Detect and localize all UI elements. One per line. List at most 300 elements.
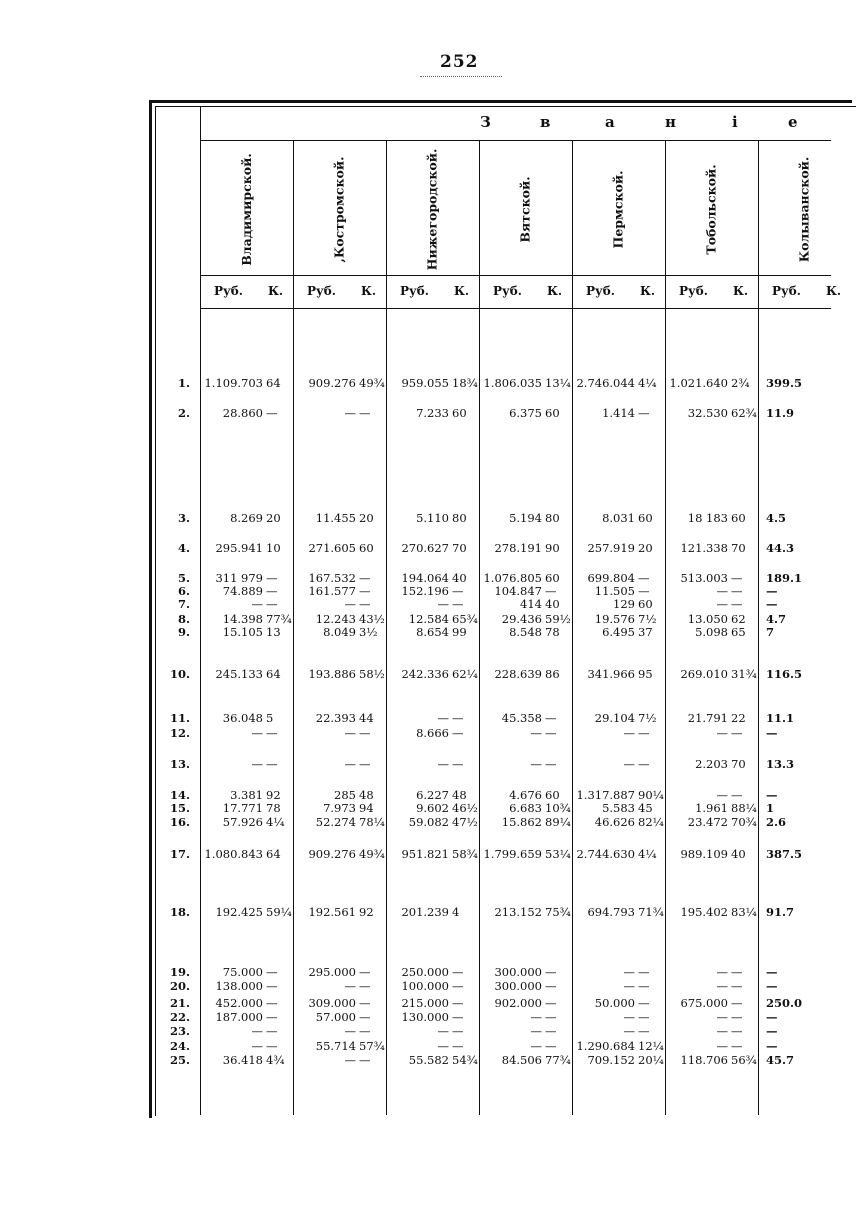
cell-kopecks: 49¾ (359, 376, 385, 390)
page-number: 252 (440, 52, 479, 72)
cell-rubles: 104.847 (494, 584, 542, 598)
cell-rubles: 192.425 (215, 905, 263, 919)
cell-kopecks: — (452, 597, 464, 611)
cell-kopecks: — (545, 726, 557, 740)
row-number: 1. (177, 376, 190, 390)
cell-kopecks: 46½ (452, 801, 478, 815)
cell-rubles: 18 183 (687, 511, 728, 525)
cell-kopecks: — (452, 711, 464, 725)
cell-kopecks: — (731, 597, 743, 611)
cell-kopecks: 44 (359, 711, 374, 725)
unit-kop: К. (454, 284, 470, 298)
cell-rubles: 295.000 (308, 965, 356, 979)
cell-rubles: 59.082 (408, 815, 449, 829)
cell-kopecks: — (359, 571, 371, 585)
cell-kopecks: — (266, 1039, 278, 1053)
cell-kopecks: — (452, 584, 464, 598)
cell-kopecks: — (731, 979, 743, 993)
cell-kopecks: 99 (452, 625, 467, 639)
cell-kopecks: 92 (266, 788, 281, 802)
cell-kopecks: 7½ (638, 711, 657, 725)
cell-kopecks: 71¾ (638, 905, 664, 919)
column-rule (758, 140, 759, 1115)
cell-rubles: 6.375 (509, 406, 542, 420)
cell-kopecks: — (638, 979, 650, 993)
row-number: 14. (169, 788, 190, 802)
cell-rubles: 121.338 (680, 541, 728, 555)
cell-rubles: — (716, 584, 728, 598)
cell-kopecks: 10 (266, 541, 281, 555)
header-rule (200, 275, 831, 276)
cell-rubles: 909.276 (308, 376, 356, 390)
cell-kopecks: — (638, 757, 650, 771)
cell-rubles: 8.031 (602, 511, 635, 525)
cell-rubles: 3.381 (230, 788, 263, 802)
cell-rubles: 989.109 (680, 847, 728, 861)
cell-rubles: — (623, 726, 635, 740)
cell-kopecks: 59½ (545, 612, 571, 626)
cell-kopecks: 80 (452, 511, 467, 525)
cell-rubles: 1.317.887 (576, 788, 635, 802)
row-number: 23. (169, 1024, 190, 1038)
cell-kopecks: — (452, 726, 464, 740)
cell-rubles: 23.472 (687, 815, 728, 829)
unit-rub: Руб. (493, 284, 522, 298)
row-number: 5. (177, 571, 190, 585)
cell-kopecks: 58¾ (452, 847, 478, 861)
cell-kopecks: 90 (545, 541, 560, 555)
cell-rubles: 46.626 (594, 815, 635, 829)
cell-rubles: 7.233 (416, 406, 449, 420)
cell-kopecks: — (266, 1010, 278, 1024)
cell-rubles: — (530, 1010, 542, 1024)
cell-rubles: — (623, 965, 635, 979)
cell-rubles: — (251, 1039, 263, 1053)
cell-kopecks: 90¼ (638, 788, 664, 802)
cell-rubles: — (623, 1024, 635, 1038)
cell-rubles: 36.418 (222, 1053, 263, 1067)
cell-rubles: — (766, 1010, 778, 1024)
cell-rubles: 8.666 (416, 726, 449, 740)
cell-kopecks: — (545, 757, 557, 771)
cell-rubles: 45.7 (766, 1053, 795, 1067)
cell-rubles: 1.076.805 (483, 571, 542, 585)
page-number-rule (420, 76, 502, 77)
cell-rubles: 84.506 (501, 1053, 542, 1067)
row-number: 4. (177, 541, 190, 555)
cell-rubles: 9.602 (416, 801, 449, 815)
cell-rubles: 215.000 (401, 996, 449, 1010)
cell-rubles: 12.243 (315, 612, 356, 626)
cell-rubles: — (530, 1039, 542, 1053)
cell-kopecks: 48 (359, 788, 374, 802)
cell-rubles: — (251, 1024, 263, 1038)
cell-rubles: 12.584 (408, 612, 449, 626)
column-header (665, 143, 757, 275)
row-number: 9. (177, 625, 190, 639)
cell-rubles: 694.793 (587, 905, 635, 919)
cell-rubles: 6.495 (602, 625, 635, 639)
cell-rubles: 19.576 (594, 612, 635, 626)
cell-rubles: 1.021.640 (669, 376, 728, 390)
row-number: 6. (177, 584, 190, 598)
cell-rubles: 2.6 (766, 815, 787, 829)
cell-kopecks: 62¾ (731, 406, 757, 420)
cell-kopecks: 18¾ (452, 376, 478, 390)
cell-kopecks: 31¾ (731, 667, 757, 681)
cell-rubles: — (344, 726, 356, 740)
cell-rubles: — (766, 788, 778, 802)
cell-kopecks: — (545, 584, 557, 598)
column-header (200, 143, 292, 275)
cell-kopecks: 78 (266, 801, 281, 815)
title-letter: в (540, 113, 551, 131)
cell-rubles: 32.530 (687, 406, 728, 420)
cell-kopecks: 20 (359, 511, 374, 525)
cell-kopecks: 4¼ (266, 815, 285, 829)
cell-kopecks: 40 (452, 571, 467, 585)
cell-rubles: 52.274 (315, 815, 356, 829)
unit-kop: К. (640, 284, 656, 298)
cell-rubles: 8.269 (230, 511, 263, 525)
row-number: 15. (169, 801, 190, 815)
cell-rubles: 167.532 (308, 571, 356, 585)
cell-kopecks: — (545, 996, 557, 1010)
cell-kopecks: 70 (731, 541, 746, 555)
cell-rubles: — (437, 711, 449, 725)
unit-kop: К. (826, 284, 842, 298)
cell-kopecks: 3½ (359, 625, 378, 639)
cell-rubles: — (716, 1024, 728, 1038)
cell-kopecks: 70 (731, 757, 746, 771)
cell-kopecks: — (359, 996, 371, 1010)
cell-kopecks: 59¼ (266, 905, 292, 919)
cell-kopecks: — (452, 965, 464, 979)
cell-kopecks: 88¼ (731, 801, 757, 815)
cell-rubles: 1.799.659 (483, 847, 542, 861)
cell-kopecks: 60 (452, 406, 467, 420)
column-rule (665, 140, 666, 1115)
unit-rub: Руб. (400, 284, 429, 298)
cell-kopecks: — (266, 597, 278, 611)
cell-rubles: — (437, 597, 449, 611)
row-number: 12. (169, 726, 190, 740)
cell-rubles: 300.000 (494, 979, 542, 993)
column-header (479, 143, 571, 275)
cell-rubles: 7 (766, 625, 775, 639)
cell-rubles: 250.0 (766, 996, 803, 1010)
unit-rub: Руб. (586, 284, 615, 298)
cell-kopecks: — (731, 996, 743, 1010)
cell-rubles: — (766, 726, 778, 740)
cell-kopecks: 78¼ (359, 815, 385, 829)
cell-kopecks: — (731, 726, 743, 740)
title-letter: н (665, 113, 676, 131)
cell-rubles: 57.000 (315, 1010, 356, 1024)
cell-rubles: 4.7 (766, 612, 787, 626)
cell-kopecks: 60 (545, 571, 560, 585)
cell-rubles: 5.110 (416, 511, 449, 525)
cell-rubles: — (766, 979, 778, 993)
cell-kopecks: — (638, 726, 650, 740)
cell-kopecks: 4¾ (266, 1053, 285, 1067)
row-number: 2. (177, 406, 190, 420)
cell-kopecks: — (545, 1039, 557, 1053)
cell-rubles: 28.860 (222, 406, 263, 420)
cell-kopecks: — (638, 584, 650, 598)
column-header (386, 143, 478, 275)
cell-kopecks: — (359, 979, 371, 993)
cell-rubles: — (766, 1039, 778, 1053)
cell-kopecks: — (452, 996, 464, 1010)
column-rule (386, 140, 387, 1115)
cell-kopecks: 40 (731, 847, 746, 861)
cell-kopecks: — (359, 597, 371, 611)
cell-kopecks: 60 (359, 541, 374, 555)
cell-rubles: 22.393 (315, 711, 356, 725)
cell-rubles: 1.806.035 (483, 376, 542, 390)
cell-kopecks: 82¼ (638, 815, 664, 829)
cell-kopecks: 77¾ (266, 612, 292, 626)
cell-rubles: — (344, 979, 356, 993)
cell-kopecks: — (545, 711, 557, 725)
cell-rubles: — (344, 1053, 356, 1067)
unit-kop: К. (361, 284, 377, 298)
row-number: 24. (169, 1039, 190, 1053)
cell-rubles: 242.336 (401, 667, 449, 681)
cell-rubles: 14.398 (222, 612, 263, 626)
cell-rubles: 11.9 (766, 406, 795, 420)
row-number: 11. (169, 711, 190, 725)
cell-rubles: — (716, 1010, 728, 1024)
cell-rubles: 194.064 (401, 571, 449, 585)
cell-rubles: 959.055 (401, 376, 449, 390)
cell-kopecks: — (266, 584, 278, 598)
cell-kopecks: 54¾ (452, 1053, 478, 1067)
cell-kopecks: — (731, 1010, 743, 1024)
cell-rubles: 2.744.630 (576, 847, 635, 861)
cell-rubles: 8.654 (416, 625, 449, 639)
row-number: 17. (169, 847, 190, 861)
cell-rubles: 709.152 (587, 1053, 635, 1067)
cell-kopecks: — (266, 965, 278, 979)
cell-kopecks: 4 (452, 905, 460, 919)
cell-rubles: 161.577 (308, 584, 356, 598)
cell-rubles: 201.239 (401, 905, 449, 919)
cell-rubles: — (344, 406, 356, 420)
cell-kopecks: — (545, 1010, 557, 1024)
cell-rubles: — (716, 726, 728, 740)
cell-kopecks: 4¼ (638, 847, 657, 861)
cell-kopecks: 58½ (359, 667, 385, 681)
cell-rubles: 4.676 (509, 788, 542, 802)
cell-kopecks: 70 (452, 541, 467, 555)
row-number: 8. (177, 612, 190, 626)
cell-rubles: 17.771 (222, 801, 263, 815)
cell-kopecks: 60 (638, 511, 653, 525)
cell-kopecks: — (638, 406, 650, 420)
cell-kopecks: 92 (359, 905, 374, 919)
cell-rubles: — (344, 597, 356, 611)
column-header-label: Пермской. (610, 170, 626, 248)
cell-kopecks: — (359, 965, 371, 979)
cell-rubles: — (766, 597, 778, 611)
cell-rubles: 909.276 (308, 847, 356, 861)
cell-rubles: 902.000 (494, 996, 542, 1010)
column-header-label: Нижегородской. (424, 148, 440, 270)
cell-kopecks: 70¾ (731, 815, 757, 829)
cell-kopecks: 49¾ (359, 847, 385, 861)
cell-rubles: 55.714 (315, 1039, 356, 1053)
cell-rubles: 1.961 (695, 801, 728, 815)
column-header-label: Колыванской. (796, 156, 812, 262)
column-rule (293, 140, 294, 1115)
cell-rubles: 13.3 (766, 757, 795, 771)
cell-kopecks: 62 (731, 612, 746, 626)
cell-rubles: 11.455 (315, 511, 356, 525)
cell-kopecks: 56¾ (731, 1053, 757, 1067)
cell-rubles: 1.414 (602, 406, 635, 420)
cell-rubles: 1.080.843 (204, 847, 263, 861)
cell-rubles: 228.639 (494, 667, 542, 681)
cell-rubles: 129 (613, 597, 635, 611)
cell-rubles: 55.582 (408, 1053, 449, 1067)
cell-rubles: 21.791 (687, 711, 728, 725)
cell-kopecks: — (266, 726, 278, 740)
cell-kopecks: 13¼ (545, 376, 571, 390)
cell-rubles: — (623, 1010, 635, 1024)
row-number: 7. (177, 597, 190, 611)
cell-kopecks: 60 (545, 788, 560, 802)
cell-rubles: 309.000 (308, 996, 356, 1010)
cell-rubles: 50.000 (594, 996, 635, 1010)
cell-kopecks: 60 (545, 406, 560, 420)
column-header-label: ,Костромской. (331, 156, 347, 262)
cell-rubles: 399.5 (766, 376, 803, 390)
title-letter: е (788, 113, 798, 131)
cell-kopecks: 77¾ (545, 1053, 571, 1067)
unit-kop: К. (268, 284, 284, 298)
cell-rubles: — (530, 1024, 542, 1038)
unit-rub: Руб. (772, 284, 801, 298)
cell-rubles: 269.010 (680, 667, 728, 681)
cell-kopecks: — (266, 1024, 278, 1038)
cell-rubles: 100.000 (401, 979, 449, 993)
cell-kopecks: 10¾ (545, 801, 571, 815)
cell-rubles: 152.196 (401, 584, 449, 598)
cell-rubles: 130.000 (401, 1010, 449, 1024)
cell-kopecks: — (359, 584, 371, 598)
row-number: 16. (169, 815, 190, 829)
cell-rubles: — (251, 726, 263, 740)
cell-rubles: 387.5 (766, 847, 803, 861)
row-number: 18. (169, 905, 190, 919)
cell-rubles: 189.1 (766, 571, 803, 585)
cell-kopecks: 83¼ (731, 905, 757, 919)
cell-rubles: — (437, 1039, 449, 1053)
cell-rubles: 245.133 (215, 667, 263, 681)
cell-rubles: 414 (520, 597, 542, 611)
cell-kopecks: — (266, 996, 278, 1010)
title-letter: а (605, 113, 615, 131)
cell-rubles: 138.000 (215, 979, 263, 993)
cell-rubles: — (251, 597, 263, 611)
cell-rubles: 29.436 (501, 612, 542, 626)
cell-rubles: 15.105 (222, 625, 263, 639)
cell-kopecks: 4¼ (638, 376, 657, 390)
cell-rubles: 5.194 (509, 511, 542, 525)
table-title (470, 113, 840, 133)
cell-kopecks: — (731, 571, 743, 585)
row-number: 19. (169, 965, 190, 979)
cell-kopecks: 60 (638, 597, 653, 611)
cell-rubles: 257.919 (587, 541, 635, 555)
cell-kopecks: 20 (638, 541, 653, 555)
cell-rubles: 8.049 (323, 625, 356, 639)
cell-rubles: — (766, 965, 778, 979)
cell-kopecks: — (359, 406, 371, 420)
cell-kopecks: 80 (545, 511, 560, 525)
cell-kopecks: 48 (452, 788, 467, 802)
cell-rubles: — (530, 757, 542, 771)
cell-kopecks: — (452, 757, 464, 771)
cell-rubles: — (530, 726, 542, 740)
cell-kopecks: — (266, 757, 278, 771)
cell-kopecks: 95 (638, 667, 653, 681)
cell-kopecks: 43½ (359, 612, 385, 626)
column-rule (479, 140, 480, 1115)
cell-rubles: 13.050 (687, 612, 728, 626)
cell-kopecks: — (266, 406, 278, 420)
cell-kopecks: 64 (266, 847, 281, 861)
cell-kopecks: 37 (638, 625, 653, 639)
cell-rubles: — (344, 1024, 356, 1038)
row-number: 25. (169, 1053, 190, 1067)
cell-rubles: 74.889 (222, 584, 263, 598)
cell-kopecks: — (359, 726, 371, 740)
cell-rubles: 513.003 (680, 571, 728, 585)
cell-rubles: — (251, 757, 263, 771)
cell-rubles: 2.746.044 (576, 376, 635, 390)
cell-kopecks: — (638, 996, 650, 1010)
unit-rub: Руб. (307, 284, 336, 298)
cell-rubles: 6.683 (509, 801, 542, 815)
cell-kopecks: 64 (266, 667, 281, 681)
cell-rubles: — (716, 788, 728, 802)
cell-rubles: 295.941 (215, 541, 263, 555)
row-number: 13. (169, 757, 190, 771)
cell-kopecks: — (359, 1010, 371, 1024)
cell-kopecks: 13 (266, 625, 281, 639)
cell-rubles: — (716, 979, 728, 993)
cell-kopecks: — (359, 1053, 371, 1067)
cell-rubles: — (766, 584, 778, 598)
cell-kopecks: 60 (731, 511, 746, 525)
cell-kopecks: 47½ (452, 815, 478, 829)
cell-rubles: 75.000 (222, 965, 263, 979)
cell-rubles: — (623, 757, 635, 771)
cell-rubles: — (437, 757, 449, 771)
cell-rubles: — (716, 597, 728, 611)
cell-rubles: 699.804 (587, 571, 635, 585)
cell-rubles: 271.605 (308, 541, 356, 555)
cell-rubles: 8.548 (509, 625, 542, 639)
cell-rubles: — (716, 965, 728, 979)
cell-rubles: 7.973 (323, 801, 356, 815)
cell-rubles: — (344, 757, 356, 771)
cell-rubles: — (766, 1024, 778, 1038)
unit-rub: Руб. (679, 284, 708, 298)
